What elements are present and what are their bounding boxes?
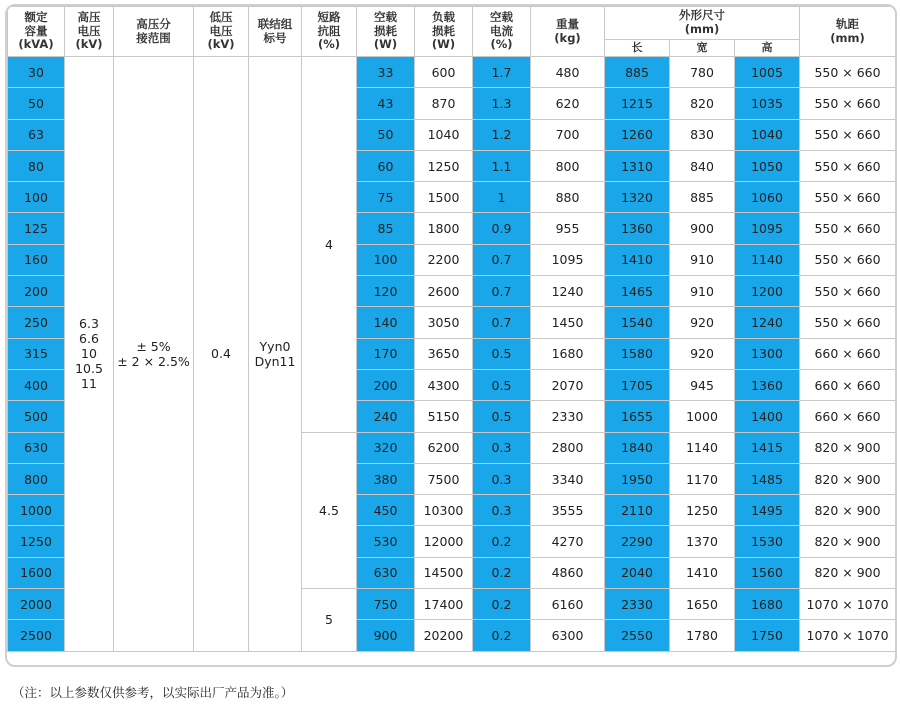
weight-cell: 955 — [531, 213, 605, 244]
weight-cell: 2070 — [531, 369, 605, 400]
length-cell: 1655 — [605, 401, 670, 432]
capacity-cell: 160 — [8, 244, 65, 275]
header-noload-loss — [357, 7, 415, 57]
length-cell: 1310 — [605, 150, 670, 181]
height-cell: 1495 — [735, 495, 800, 526]
header-text: 容量 — [24, 23, 48, 38]
load-loss-cell: 14500 — [415, 557, 473, 588]
noload-current-cell: 0.5 — [473, 401, 531, 432]
width-cell: 1780 — [670, 620, 735, 651]
header-text: 电流 — [490, 23, 513, 38]
track-gauge-cell: 820 × 900 — [800, 463, 896, 494]
load-loss-cell: 1500 — [415, 182, 473, 213]
header-text: (%) — [317, 37, 341, 52]
height-cell: 1240 — [735, 307, 800, 338]
track-gauge-cell: 550 × 660 — [800, 244, 896, 275]
weight-cell: 700 — [531, 119, 605, 150]
header-text: 空载 — [374, 9, 397, 24]
load-loss-cell: 2200 — [415, 244, 473, 275]
noload-loss-cell: 100 — [357, 244, 415, 275]
noload-loss-cell: 50 — [357, 119, 415, 150]
track-gauge-cell: 550 × 660 — [800, 213, 896, 244]
header-text: (kV) — [207, 37, 235, 52]
header-tap-range — [114, 7, 194, 57]
capacity-cell: 1250 — [8, 526, 65, 557]
header-text: 重量 — [556, 16, 579, 31]
length-cell: 1320 — [605, 182, 670, 213]
height-cell: 1035 — [735, 88, 800, 119]
impedance-cell: 4.5 — [302, 432, 357, 588]
noload-current-cell: 0.7 — [473, 307, 531, 338]
width-cell: 910 — [670, 244, 735, 275]
noload-current-cell: 1.7 — [473, 57, 531, 88]
noload-loss-cell: 320 — [357, 432, 415, 463]
header-text: (kV) — [75, 37, 103, 52]
load-loss-cell: 12000 — [415, 526, 473, 557]
weight-cell: 2330 — [531, 401, 605, 432]
hv-voltage-cell-line: 6.6 — [79, 331, 99, 347]
load-loss-cell: 3050 — [415, 307, 473, 338]
height-cell: 1040 — [735, 119, 800, 150]
width-cell: 920 — [670, 307, 735, 338]
hv-voltage-cell-line: 10 — [81, 346, 97, 362]
track-gauge-cell: 820 × 900 — [800, 432, 896, 463]
width-cell: 920 — [670, 338, 735, 369]
header-hv — [65, 7, 114, 57]
track-gauge-cell: 820 × 900 — [800, 526, 896, 557]
header-load-loss — [415, 7, 473, 57]
track-gauge-cell: 660 × 660 — [800, 401, 896, 432]
header-text: 空载 — [490, 9, 513, 24]
weight-cell: 880 — [531, 182, 605, 213]
capacity-cell: 125 — [8, 213, 65, 244]
header-text: 损耗 — [432, 23, 455, 38]
capacity-cell: 2500 — [8, 620, 65, 651]
header-text: 负载 — [432, 9, 455, 24]
weight-cell: 3340 — [531, 463, 605, 494]
load-loss-cell: 4300 — [415, 369, 473, 400]
header-text: 损耗 — [374, 23, 397, 38]
header-height: 高 — [735, 40, 800, 57]
width-cell: 1170 — [670, 463, 735, 494]
transformer-spec-table — [7, 6, 896, 652]
capacity-cell: 250 — [8, 307, 65, 338]
track-gauge-cell: 550 × 660 — [800, 88, 896, 119]
capacity-cell: 315 — [8, 338, 65, 369]
noload-current-cell: 0.3 — [473, 463, 531, 494]
capacity-cell: 630 — [8, 432, 65, 463]
track-gauge-cell: 550 × 660 — [800, 182, 896, 213]
length-cell: 1410 — [605, 244, 670, 275]
load-loss-cell: 7500 — [415, 463, 473, 494]
table-body — [8, 57, 896, 652]
header-text: 外形尺寸 — [679, 8, 726, 23]
noload-current-cell: 1.2 — [473, 119, 531, 150]
weight-cell: 3555 — [531, 495, 605, 526]
load-loss-cell: 10300 — [415, 495, 473, 526]
header-text: 电压 — [209, 23, 233, 38]
load-loss-cell: 1040 — [415, 119, 473, 150]
weight-cell: 6300 — [531, 620, 605, 651]
noload-loss-cell: 43 — [357, 88, 415, 119]
height-cell: 1200 — [735, 276, 800, 307]
noload-current-cell: 0.7 — [473, 276, 531, 307]
noload-current-cell: 0.7 — [473, 244, 531, 275]
header-text: (W) — [431, 37, 456, 52]
length-cell: 1465 — [605, 276, 670, 307]
width-cell: 830 — [670, 119, 735, 150]
weight-cell: 6160 — [531, 589, 605, 620]
weight-cell: 1240 — [531, 276, 605, 307]
noload-current-cell: 0.2 — [473, 557, 531, 588]
weight-cell: 1680 — [531, 338, 605, 369]
height-cell: 1400 — [735, 401, 800, 432]
length-cell: 1580 — [605, 338, 670, 369]
header-width: 宽 — [670, 40, 735, 57]
height-cell: 1530 — [735, 526, 800, 557]
noload-loss-cell: 120 — [357, 276, 415, 307]
noload-current-cell: 0.5 — [473, 338, 531, 369]
capacity-cell: 100 — [8, 182, 65, 213]
length-cell: 2330 — [605, 589, 670, 620]
header-text: (kVA) — [18, 37, 54, 52]
header-text: 短路 — [317, 9, 341, 24]
noload-loss-cell: 630 — [357, 557, 415, 588]
width-cell: 1250 — [670, 495, 735, 526]
noload-loss-cell: 60 — [357, 150, 415, 181]
noload-current-cell: 0.3 — [473, 495, 531, 526]
header-lv — [194, 7, 249, 57]
noload-loss-cell: 200 — [357, 369, 415, 400]
lv-voltage-cell: 0.4 — [194, 57, 249, 652]
header-weight — [531, 7, 605, 57]
track-gauge-cell: 1070 × 1070 — [800, 620, 896, 651]
table-header — [8, 7, 896, 57]
load-loss-cell: 17400 — [415, 589, 473, 620]
header-text: 额定 — [24, 9, 48, 24]
header-text: 联结组 — [257, 16, 293, 31]
weight-cell: 1450 — [531, 307, 605, 338]
height-cell: 1680 — [735, 589, 800, 620]
noload-current-cell: 0.2 — [473, 589, 531, 620]
noload-loss-cell: 450 — [357, 495, 415, 526]
load-loss-cell: 870 — [415, 88, 473, 119]
height-cell: 1415 — [735, 432, 800, 463]
header-text: 高压 — [77, 9, 101, 24]
capacity-cell: 400 — [8, 369, 65, 400]
width-cell: 1410 — [670, 557, 735, 588]
header-text: (kg) — [554, 30, 581, 45]
header-dimensions — [605, 7, 800, 40]
height-cell: 1095 — [735, 213, 800, 244]
length-cell: 1950 — [605, 463, 670, 494]
weight-cell: 1095 — [531, 244, 605, 275]
noload-current-cell: 0.2 — [473, 620, 531, 651]
noload-current-cell: 1 — [473, 182, 531, 213]
track-gauge-cell: 820 × 900 — [800, 495, 896, 526]
length-cell: 1705 — [605, 369, 670, 400]
noload-loss-cell: 170 — [357, 338, 415, 369]
capacity-cell: 200 — [8, 276, 65, 307]
hv-voltage-cell-line: 10.5 — [75, 361, 103, 377]
header-length: 长 — [605, 40, 670, 57]
track-gauge-cell: 1070 × 1070 — [800, 589, 896, 620]
header-track-gauge — [800, 7, 896, 57]
height-cell: 1060 — [735, 182, 800, 213]
load-loss-cell: 20200 — [415, 620, 473, 651]
capacity-cell: 80 — [8, 150, 65, 181]
weight-cell: 480 — [531, 57, 605, 88]
hv-voltage-cell — [65, 57, 114, 652]
load-loss-cell: 1250 — [415, 150, 473, 181]
load-loss-cell: 1800 — [415, 213, 473, 244]
header-text: 标号 — [263, 30, 287, 45]
noload-current-cell: 0.2 — [473, 526, 531, 557]
height-cell: 1300 — [735, 338, 800, 369]
track-gauge-cell: 820 × 900 — [800, 557, 896, 588]
hv-voltage-cell-line: 11 — [81, 376, 97, 392]
noload-current-cell: 1.1 — [473, 150, 531, 181]
weight-cell: 800 — [531, 150, 605, 181]
length-cell: 2110 — [605, 495, 670, 526]
load-loss-cell: 6200 — [415, 432, 473, 463]
track-gauge-cell: 550 × 660 — [800, 150, 896, 181]
noload-loss-cell: 85 — [357, 213, 415, 244]
width-cell: 1370 — [670, 526, 735, 557]
load-loss-cell: 5150 — [415, 401, 473, 432]
noload-loss-cell: 140 — [357, 307, 415, 338]
capacity-cell: 50 — [8, 88, 65, 119]
hv-voltage-cell-line: 6.3 — [79, 316, 99, 332]
capacity-cell: 1600 — [8, 557, 65, 588]
length-cell: 885 — [605, 57, 670, 88]
header-text: (mm) — [830, 30, 865, 45]
noload-loss-cell: 75 — [357, 182, 415, 213]
footnote: （注：以上参数仅供参考，以实际出厂产品为准。） — [12, 685, 294, 700]
height-cell: 1750 — [735, 620, 800, 651]
connection-group-cell-line: Yyn0 — [259, 338, 291, 354]
spec-table-frame — [5, 4, 897, 667]
width-cell: 1650 — [670, 589, 735, 620]
width-cell: 910 — [670, 276, 735, 307]
length-cell: 1260 — [605, 119, 670, 150]
track-gauge-cell: 550 × 660 — [800, 57, 896, 88]
width-cell: 820 — [670, 88, 735, 119]
length-cell: 2290 — [605, 526, 670, 557]
track-gauge-cell: 550 × 660 — [800, 276, 896, 307]
height-cell: 1005 — [735, 57, 800, 88]
length-cell: 2040 — [605, 557, 670, 588]
length-cell: 1215 — [605, 88, 670, 119]
noload-loss-cell: 750 — [357, 589, 415, 620]
noload-current-cell: 0.5 — [473, 369, 531, 400]
header-connection-group — [249, 7, 302, 57]
track-gauge-cell: 550 × 660 — [800, 119, 896, 150]
capacity-cell: 500 — [8, 401, 65, 432]
height-cell: 1360 — [735, 369, 800, 400]
load-loss-cell: 2600 — [415, 276, 473, 307]
noload-loss-cell: 240 — [357, 401, 415, 432]
noload-loss-cell: 530 — [357, 526, 415, 557]
noload-loss-cell: 380 — [357, 463, 415, 494]
impedance-cell: 5 — [302, 589, 357, 652]
header-text: 轨距 — [836, 16, 860, 31]
length-cell: 1540 — [605, 307, 670, 338]
track-gauge-cell: 660 × 660 — [800, 369, 896, 400]
capacity-cell: 1000 — [8, 495, 65, 526]
header-noload-current — [473, 7, 531, 57]
connection-group-cell — [249, 57, 302, 652]
tap-range-cell — [114, 57, 194, 652]
height-cell: 1560 — [735, 557, 800, 588]
load-loss-cell: 3650 — [415, 338, 473, 369]
height-cell: 1485 — [735, 463, 800, 494]
tap-range-cell-line: ± 2 × 2.5% — [117, 353, 190, 369]
weight-cell: 4860 — [531, 557, 605, 588]
weight-cell: 2800 — [531, 432, 605, 463]
width-cell: 945 — [670, 369, 735, 400]
capacity-cell: 63 — [8, 119, 65, 150]
width-cell: 840 — [670, 150, 735, 181]
noload-loss-cell: 33 — [357, 57, 415, 88]
weight-cell: 620 — [531, 88, 605, 119]
header-text: 低压 — [209, 9, 233, 24]
header-text: 接范围 — [136, 30, 171, 45]
header-impedance — [302, 7, 357, 57]
load-loss-cell: 600 — [415, 57, 473, 88]
length-cell: 1360 — [605, 213, 670, 244]
noload-current-cell: 1.3 — [473, 88, 531, 119]
header-capacity — [8, 7, 65, 57]
capacity-cell: 30 — [8, 57, 65, 88]
track-gauge-cell: 660 × 660 — [800, 338, 896, 369]
width-cell: 780 — [670, 57, 735, 88]
width-cell: 900 — [670, 213, 735, 244]
noload-current-cell: 0.3 — [473, 432, 531, 463]
noload-current-cell: 0.9 — [473, 213, 531, 244]
noload-loss-cell: 900 — [357, 620, 415, 651]
width-cell: 1000 — [670, 401, 735, 432]
header-text: (W) — [373, 37, 398, 52]
connection-group-cell-line: Dyn11 — [254, 353, 296, 369]
length-cell: 2550 — [605, 620, 670, 651]
tap-range-cell-line: ± 5% — [136, 338, 171, 354]
length-cell: 1840 — [605, 432, 670, 463]
height-cell: 1140 — [735, 244, 800, 275]
width-cell: 885 — [670, 182, 735, 213]
track-gauge-cell: 550 × 660 — [800, 307, 896, 338]
width-cell: 1140 — [670, 432, 735, 463]
header-text: 电压 — [77, 23, 101, 38]
header-text: (%) — [490, 37, 513, 52]
impedance-cell: 4 — [302, 57, 357, 433]
header-text: 抗阻 — [317, 23, 341, 38]
header-text: (mm) — [684, 22, 720, 36]
table-row — [8, 57, 896, 88]
header-text: 高压分 — [136, 16, 171, 31]
height-cell: 1050 — [735, 150, 800, 181]
capacity-cell: 2000 — [8, 589, 65, 620]
capacity-cell: 800 — [8, 463, 65, 494]
weight-cell: 4270 — [531, 526, 605, 557]
